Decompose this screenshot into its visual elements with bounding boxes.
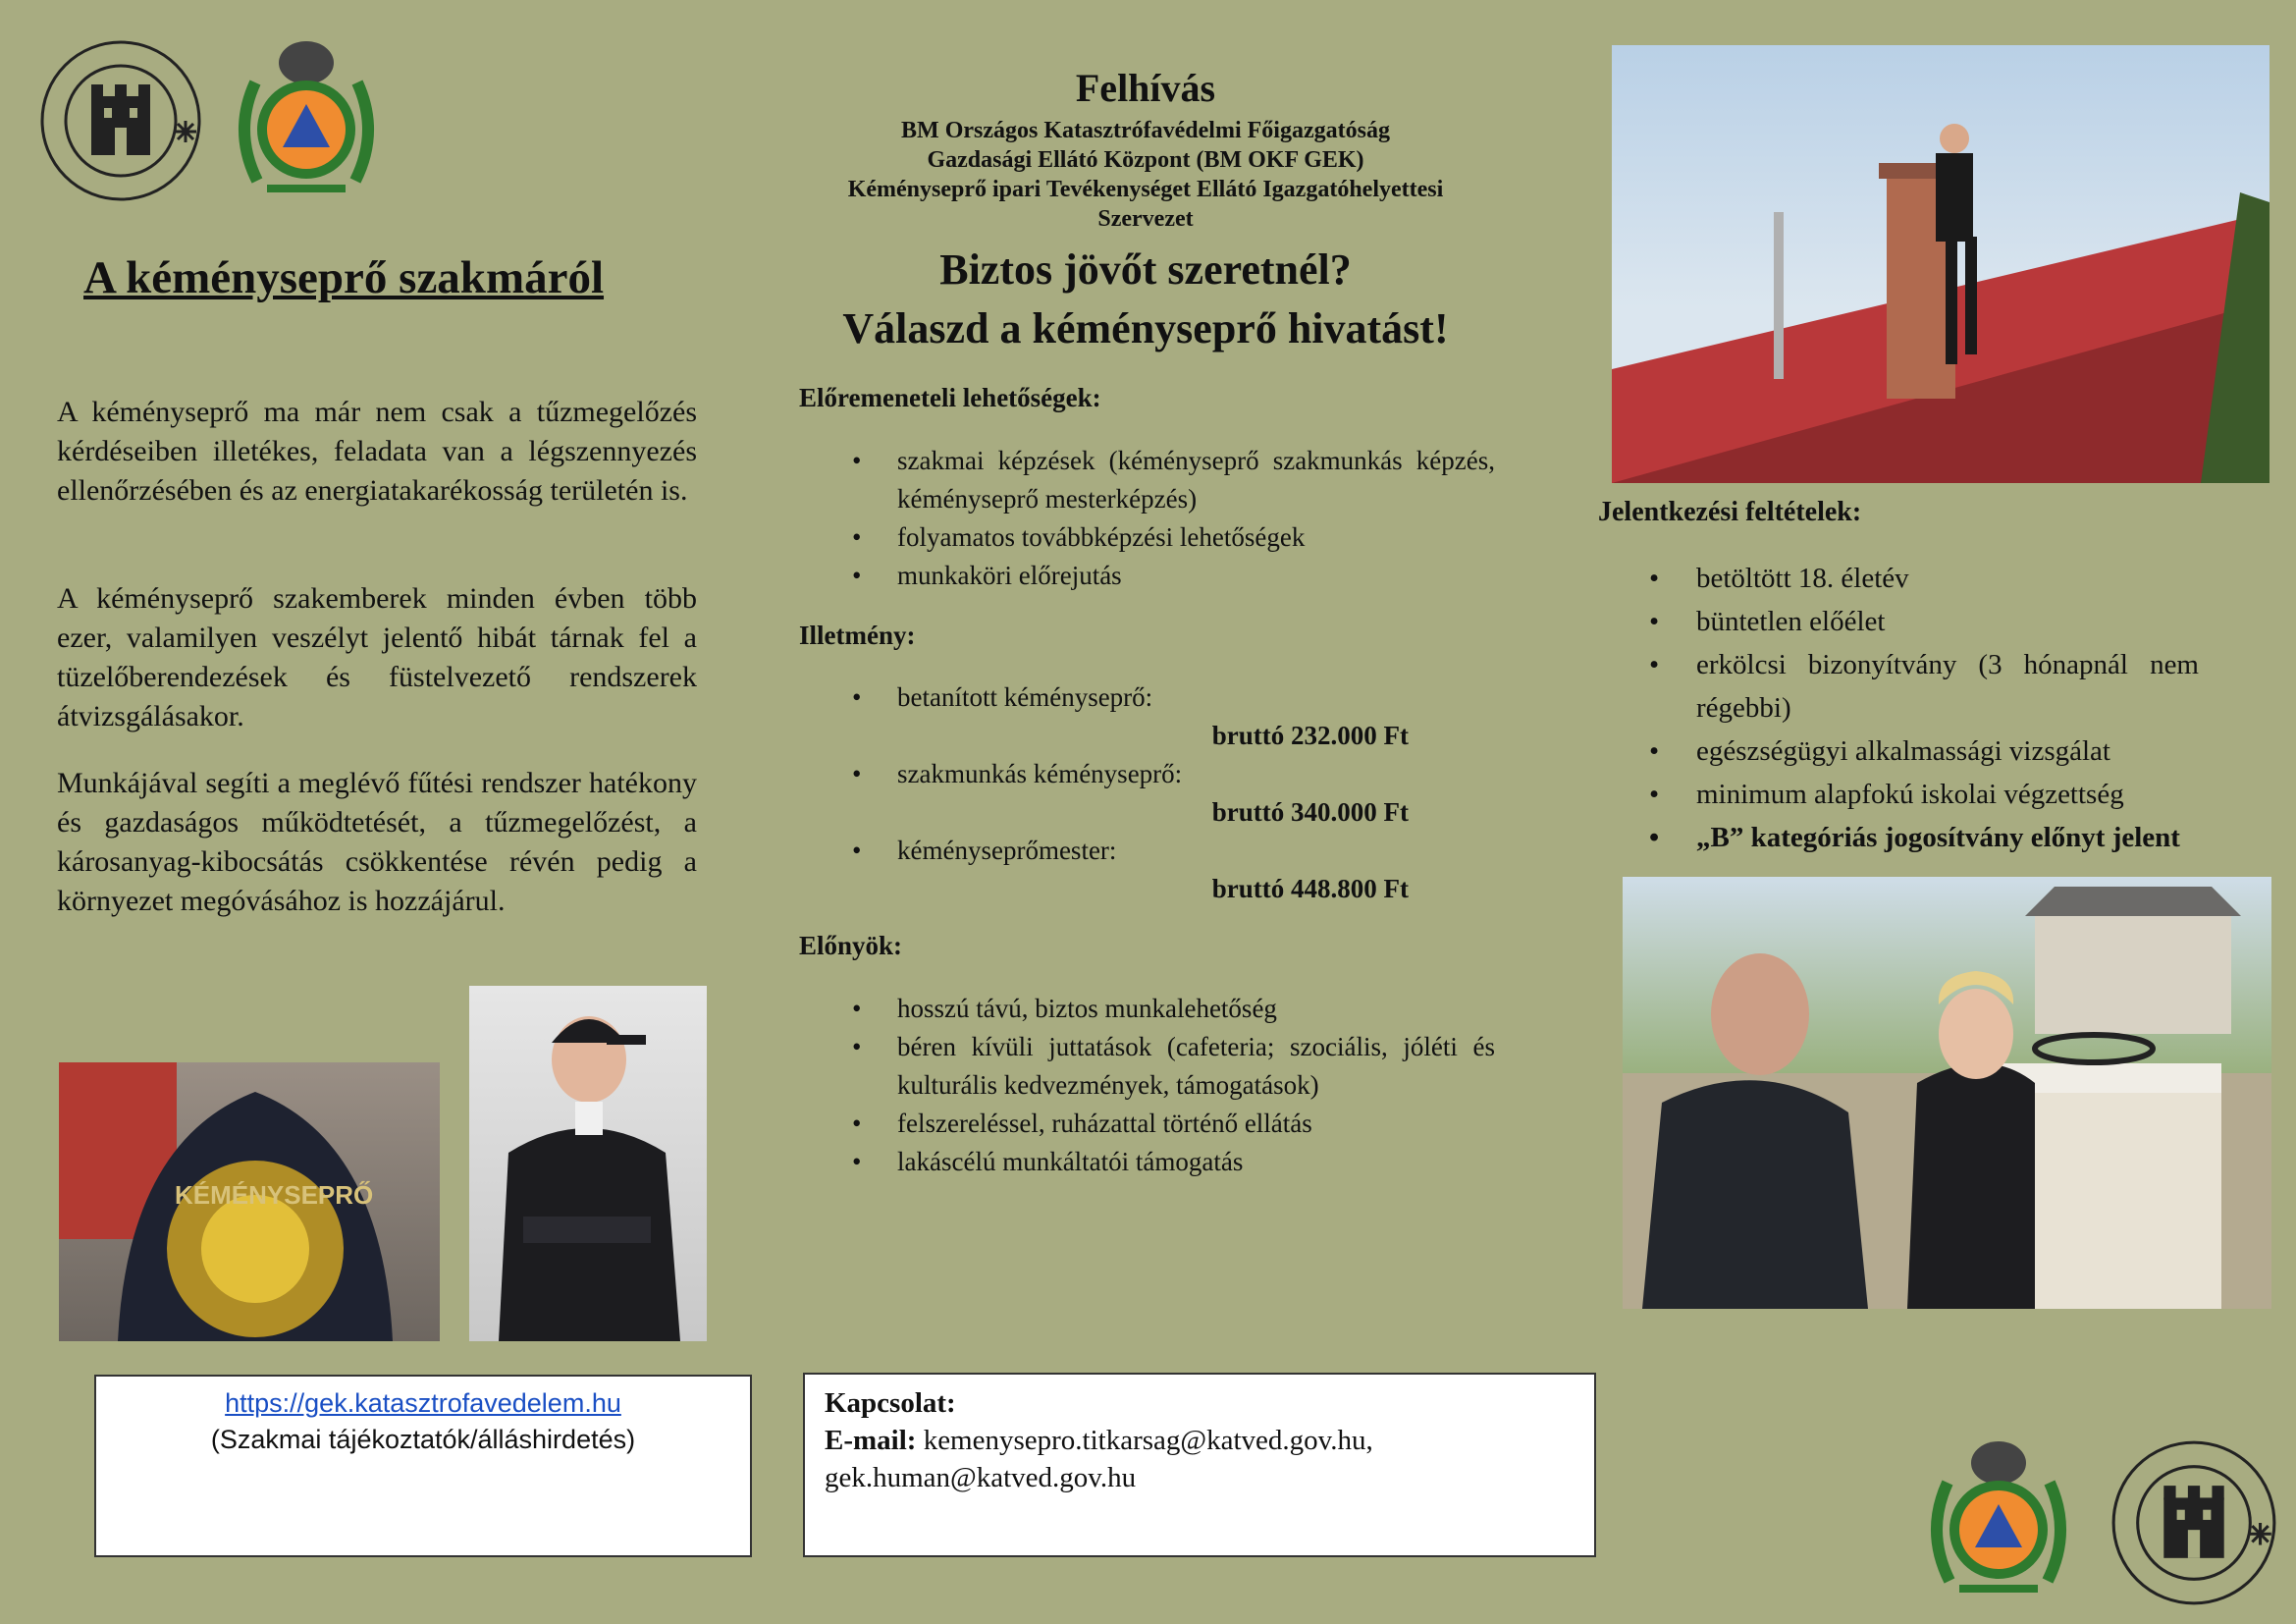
- rooftop-chimney-sweep-photo: [1612, 45, 2269, 483]
- website-box: [94, 1375, 752, 1557]
- gek-logo-bottom: [2109, 1437, 2279, 1608]
- list-item: • folyamatos továbbképzési lehetőségek: [852, 518, 1495, 557]
- intro-paragraph-2: A kéményseprő szakemberek minden évben több ezer, valamilyen veszélyt jelentő hibát tárnak fel a tüzelőberendezések és füstelvezető rendszerek átvizsgálásakor.: [57, 582, 697, 732]
- salary-item: [852, 832, 1495, 908]
- email-label: E-mail:: [825, 1425, 917, 1456]
- list-item: • felszereléssel, ruházattal történő ellátás: [852, 1105, 1495, 1143]
- org-line-2: Gazdasági Ellátó Központ (BM OKF GEK): [927, 147, 1364, 173]
- list-item: • munkaköri előrejutás: [852, 557, 1495, 595]
- contact-box: [803, 1373, 1596, 1557]
- list-item: • büntetlen előélet: [1649, 600, 2199, 643]
- contact-heading: Kapcsolat:: [825, 1387, 956, 1419]
- jacket-label: KÉMÉNYSEPRŐ: [175, 1180, 374, 1210]
- org-line-4: Szervezet: [1097, 206, 1194, 232]
- benefits-list: [852, 990, 1495, 1181]
- list-item: • hosszú távú, biztos munkalehetőség: [852, 990, 1495, 1028]
- website-note: (Szakmai tájékoztatók/álláshirdetés): [210, 1425, 636, 1454]
- sweeps-at-chimney-photo: [1623, 877, 2271, 1309]
- salary-amount: bruttó 340.000 Ft: [1211, 797, 1409, 827]
- list-item: • egészségügyi alkalmassági vizsgálat: [1649, 730, 2199, 773]
- list-item: • betöltött 18. életév: [1649, 557, 2199, 600]
- advancement-list: [852, 442, 1495, 595]
- requirements-list: [1649, 557, 2199, 859]
- salary-role: • betanított kéményseprő:: [897, 682, 1153, 712]
- disaster-management-emblem-bottom: [1920, 1434, 2077, 1600]
- salary-heading: Illetmény:: [799, 621, 916, 650]
- salary-item: [852, 755, 1495, 832]
- email-line: [825, 1422, 1575, 1459]
- salary-list: [852, 678, 1495, 908]
- list-item: • erkölcsi bizonyítvány (3 hónapnál nem régebbi): [1649, 643, 2199, 730]
- list-item: • szakmai képzések (kéményseprő szakmunkás képzés, kéményseprő mesterképzés): [852, 442, 1495, 518]
- list-item: • lakáscélú munkáltatói támogatás: [852, 1143, 1495, 1181]
- slogan-line-2: Válaszd a kéményseprő hivatást!: [842, 304, 1449, 352]
- chimney-sweep-portrait-photo: [469, 986, 707, 1341]
- application-requirements-heading: Jelentkezési feltételek:: [1598, 497, 1862, 527]
- intro-paragraph-1: A kéményseprő ma már nem csak a tűzmegelőzés kérdéseiben illetékes, feladata van a légszennyezés ellenőrzésében és az energiatakarékosság területén is.: [57, 396, 697, 507]
- salary-amount: bruttó 448.800 Ft: [1211, 874, 1409, 903]
- advancement-heading: Előremeneteli lehetőségek:: [799, 383, 1101, 412]
- list-item: • „B” kategóriás jogosítvány előnyt jelent: [1649, 816, 2199, 859]
- salary-item: [852, 678, 1495, 755]
- benefits-heading: Előnyök:: [799, 931, 903, 960]
- org-line-3: Kéményseprő ipari Tevékenységet Ellátó Igazgatóhelyettesi: [847, 177, 1444, 202]
- intro-paragraph-3: Munkájával segíti a meglévő fűtési rendszer hatékony és gazdaságos működtetését, a tűzmegelőzést, a károsanyag-kibocsátás csökkentése révén pedig a környezet megóvásához is hozzájárul.: [57, 767, 697, 917]
- slogan: [793, 241, 1498, 358]
- organization-name: [793, 116, 1498, 234]
- email-2[interactable]: gek.human@katved.gov.hu: [825, 1462, 1137, 1493]
- salary-role: • szakmunkás kéményseprő:: [897, 759, 1183, 788]
- salary-amount: bruttó 232.000 Ft: [1211, 721, 1409, 750]
- left-title: A kéményseprő szakmáról: [83, 252, 605, 303]
- gek-logo-top: [37, 37, 204, 204]
- email-1[interactable]: kemenysepro.titkarsag@katved.gov.hu,: [923, 1425, 1373, 1456]
- slogan-line-1: Biztos jövőt szeretnél?: [939, 245, 1352, 294]
- list-item: • béren kívüli juttatások (cafeteria; szociális, jóléti és kulturális kedvezmények, támogatások): [852, 1028, 1495, 1105]
- call-heading: Felhívás: [1075, 66, 1216, 110]
- org-line-1: BM Országos Katasztrófavédelmi Főigazgatóság: [901, 118, 1390, 143]
- salary-role: • kéményseprőmester:: [897, 836, 1117, 865]
- disaster-management-emblem-top: [228, 33, 385, 200]
- list-item: • minimum alapfokú iskolai végzettség: [1649, 773, 2199, 816]
- chimney-sweep-back-photo: [59, 1062, 440, 1341]
- website-link[interactable]: https://gek.katasztrofavedelem.hu: [225, 1388, 621, 1418]
